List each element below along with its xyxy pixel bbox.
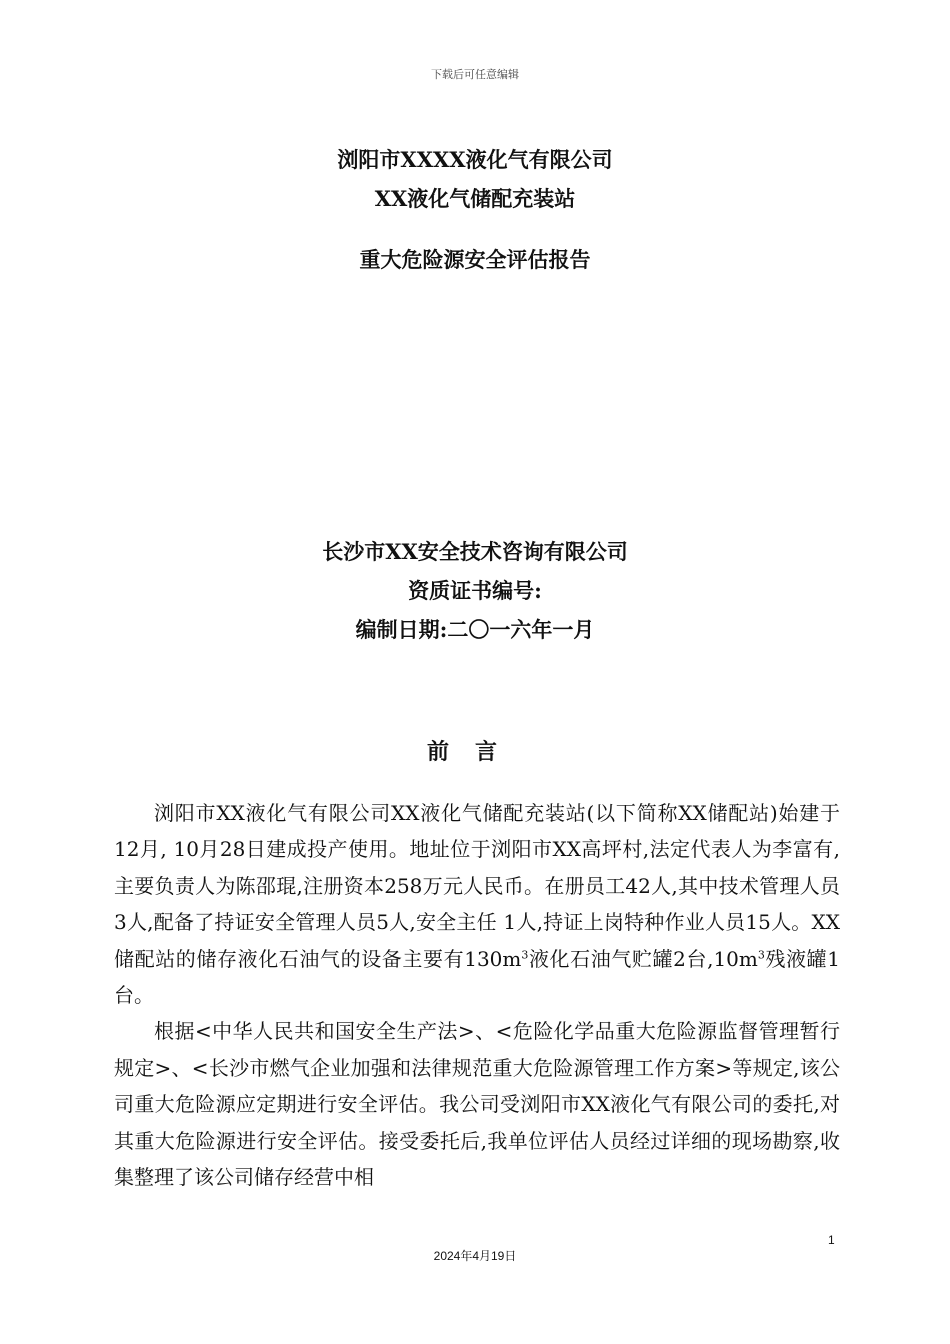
page-number: 1: [828, 1233, 835, 1247]
report-title: 重大危险源安全评估报告: [359, 247, 591, 272]
preface-heading: 前言: [426, 739, 523, 765]
organization-name: 长沙市XX安全技术咨询有限公司: [322, 539, 628, 564]
paragraph-text: 浏阳市XX液化气有限公司XX液化气储配充装站(以下简称XX储配站)始建于 12月, 10月28日建成投产使用。地址位于浏阳市XX高坪村,法定代表人为李富有,主要负责人为陈邵琨,注册资本258万元人民币。在册员工42人,其中技术管理人员3人,配备了持证安全管理人员5人,安全主任 1人,持证上岗特种作业人员15人。XX储配站的储存液化石油气的设备主要有130m: [114, 801, 840, 971]
company-name: 浏阳市XXXX液化气有限公司: [337, 147, 613, 172]
organization-block: [0, 532, 950, 649]
preface-paragraph-1: [114, 795, 840, 1013]
station-name: XX液化气储配充装站: [374, 186, 576, 211]
superscript: 3: [521, 947, 529, 961]
compile-date: 编制日期:二〇一六年一月: [355, 617, 595, 642]
certificate-number: 资质证书编号:: [408, 578, 542, 603]
preface-paragraph-2: 根据<中华人民共和国安全生产法>、<危险化学品重大危险源监督管理暂行规定>、<长沙市燃气企业加强和法律规范重大危险源管理工作方案>等规定,该公司重大危险源应定期进行安全评估。我公司受浏阳市XX液化气有限公司的委托,对其重大危险源进行安全评估。接受委托后,我单位评估人员经过详细的现场勘察,收集整理了该公司储存经营中相: [114, 1019, 840, 1190]
superscript: 3: [757, 947, 765, 961]
footer-date: 2024年4月19日: [433, 1249, 517, 1263]
header-note: 下载后可任意编辑: [431, 68, 519, 81]
paragraph-text: 液化石油气贮罐2台,10m: [528, 946, 758, 971]
paragraph-text: 残液罐1台。: [114, 946, 841, 1008]
preface-body: [114, 795, 840, 1195]
title-block: [0, 140, 950, 218]
